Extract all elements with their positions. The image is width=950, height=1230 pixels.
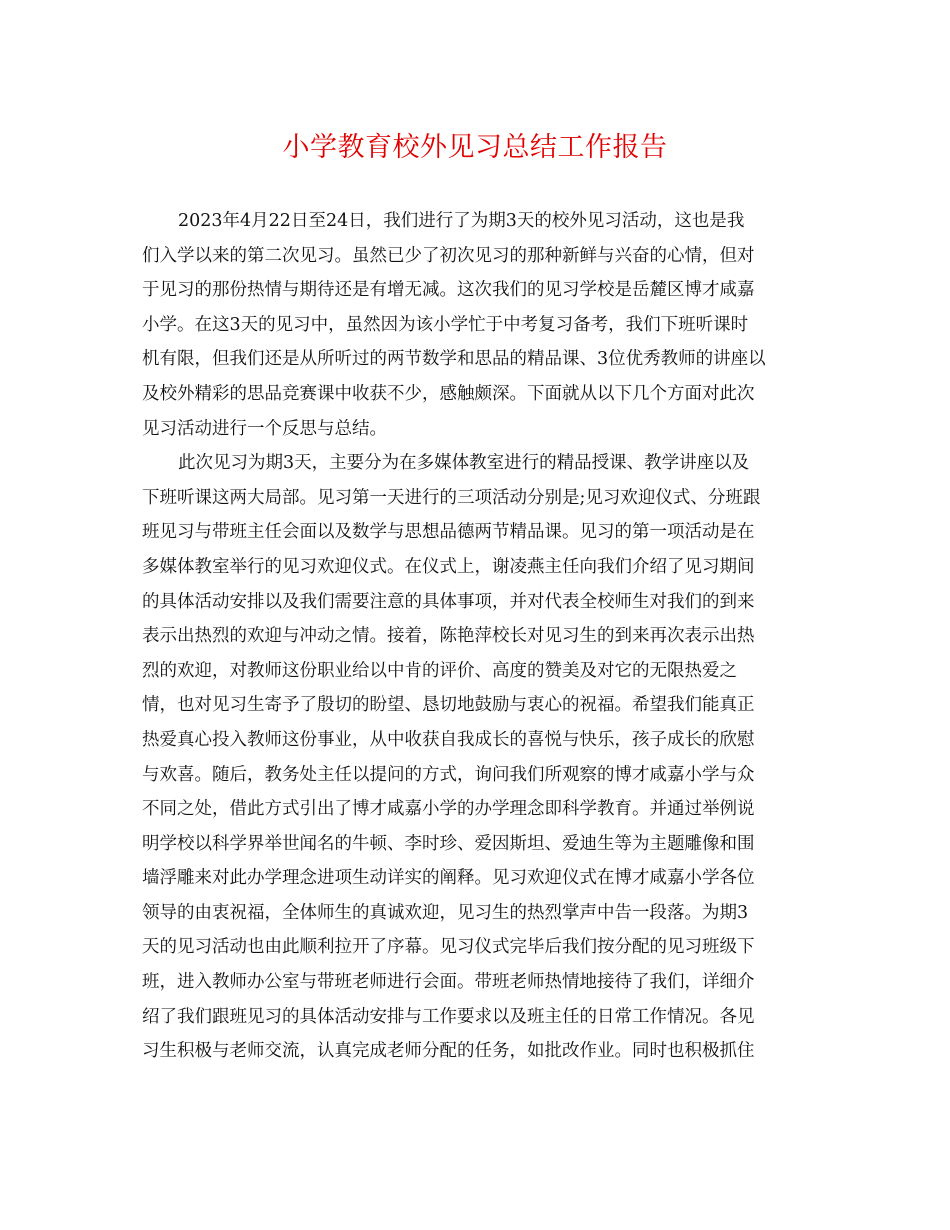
text-line: 班，进入教师办公室与带班老师进行会面。带班老师热情地接待了我们，详细介: [142, 972, 755, 993]
text-line: 天的见习活动也由此顺利拉开了序幕。见习仪式完毕后我们按分配的见习班级下: [142, 937, 755, 958]
text-line: 见习活动进行一个反思与总结。: [142, 418, 387, 439]
text-line: 热爱真心投入教师这份事业，从中收获自我成长的喜悦与快乐，孩子成长的欣慰: [142, 729, 755, 750]
text-line: 于见习的那份热情与期待还是有增无减。这次我们的见习学校是岳麓区博才咸嘉: [142, 280, 755, 301]
text-line: 班见习与带班主任会面以及数学与思想品德两节精品课。见习的第一项活动是在: [142, 522, 755, 543]
text-line: 绍了我们跟班见习的具体活动安排与工作要求以及班主任的日常工作情况。各见: [142, 1006, 755, 1027]
text-line: 不同之处，借此方式引出了博才咸嘉小学的办学理念即科学教育。并通过举例说: [142, 799, 755, 820]
text-line: 表示出热烈的欢迎与冲动之情。接着，陈艳萍校长对见习生的到来再次表示出热: [142, 626, 755, 647]
text-line: 及校外精彩的思品竞赛课中收获不少，感触颇深。下面就从以下几个方面对此次: [142, 383, 755, 404]
text-line: 的具体活动安排以及我们需要注意的具体事项，并对代表全校师生对我们的到来: [142, 591, 755, 612]
text-line: 情，也对见习生寄予了殷切的盼望、恳切地鼓励与衷心的祝福。希望我们能真正: [142, 695, 755, 716]
text-line: 此次见习为期3天，主要分为在多媒体教室进行的精品授课、教学讲座以及: [178, 453, 750, 474]
text-line: 明学校以科学界举世闻名的牛顿、李时珍、爱因斯坦、爱迪生等为主题雕像和围: [142, 833, 755, 854]
text-line: 墙浮雕来对此办学理念进项生动详实的阐释。见习欢迎仪式在博才咸嘉小学各位: [142, 868, 755, 889]
text-line: 烈的欢迎，对教师这份职业给以中肯的评价、高度的赞美及对它的无限热爱之: [142, 660, 737, 681]
text-line: 下班听课这两大局部。见习第一天进行的三项活动分别是;见习欢迎仪式、分班跟: [142, 487, 761, 508]
document-body: [142, 204, 810, 1069]
text-line: 机有限，但我们还是从所听过的两节数学和思品的精品课、3位优秀教师的讲座以: [142, 349, 766, 370]
text-line: 领导的由衷祝福，全体师生的真诚欢迎，见习生的热烈掌声中告一段落。为期3: [142, 902, 749, 923]
text-line: 习生积极与老师交流，认真完成老师分配的任务，如批改作业。同时也积极抓住: [142, 1041, 755, 1062]
document-title: 小学教育校外见习总结工作报告: [282, 132, 668, 163]
text-line: 与欢喜。随后，教务处主任以提问的方式，询问我们所观察的博才咸嘉小学与众: [142, 764, 755, 785]
text-line: 2023年4月22日至24日，我们进行了为期3天的校外见习活动，这也是我: [178, 211, 745, 231]
text-line: 多媒体教室举行的见习欢迎仪式。在仪式上，谢凌燕主任向我们介绍了见习期间: [142, 556, 755, 577]
text-line: 小学。在这3天的见习中，虽然因为该小学忙于中考复习备考，我们下班听课时: [142, 314, 749, 335]
text-line: 们入学以来的第二次见习。虽然已少了初次见习的那种新鲜与兴奋的心情，但对: [142, 245, 755, 266]
